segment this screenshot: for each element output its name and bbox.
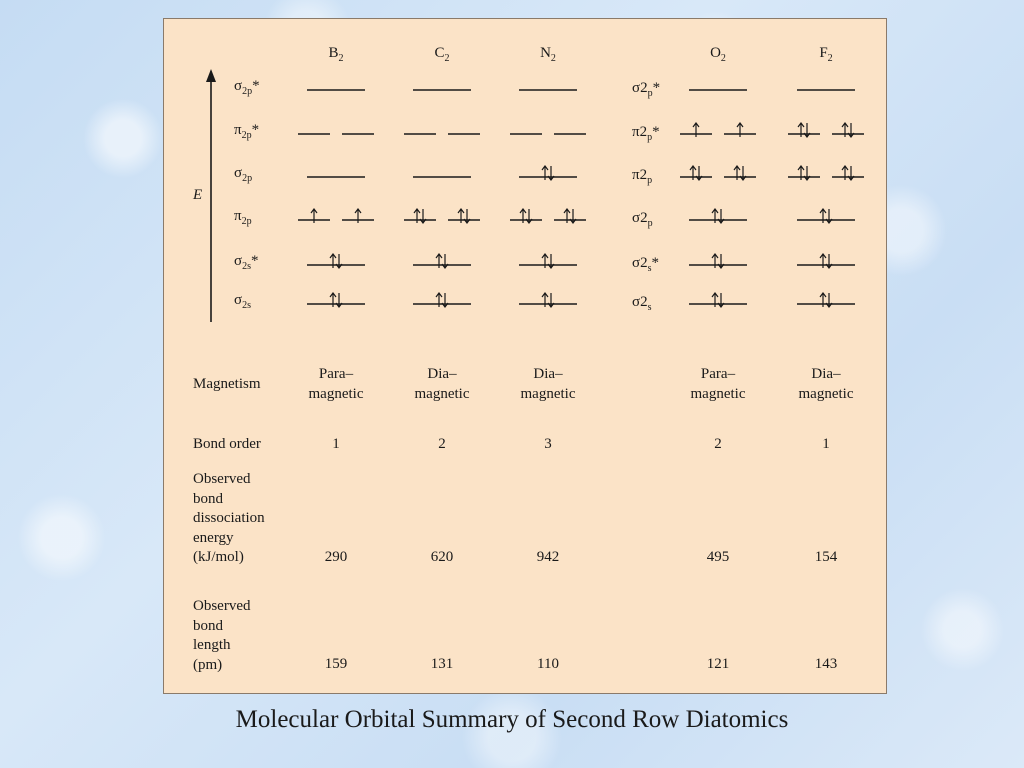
- magnetism-value: [498, 365, 598, 404]
- electron-spin-down-arrow: [718, 293, 724, 307]
- orbital-subscript: 2p: [241, 130, 252, 141]
- electron-spin-up-arrow: [311, 209, 317, 223]
- energy-text: 942: [536, 549, 560, 565]
- electron-spin-up-arrow: [330, 293, 336, 307]
- electron-spin-down-arrow: [826, 254, 832, 268]
- magnetism-line: Para–: [700, 366, 736, 382]
- orbital-subscript: 2s: [242, 300, 251, 311]
- electron-spin-up-arrow: [564, 209, 570, 223]
- orbital-greek: σ2: [632, 255, 648, 271]
- orbital-subscript: s: [647, 263, 652, 274]
- orbital-greek: σ2: [632, 294, 648, 310]
- magnetism-label-line: Magnetism: [193, 376, 261, 392]
- molecule-symbol: C: [434, 45, 445, 61]
- length-text: 159: [324, 656, 348, 672]
- electron-spin-down-arrow: [548, 166, 554, 180]
- orbital-greek: π: [234, 208, 242, 224]
- electron-spin-down-arrow: [804, 123, 810, 137]
- bond-order-label-line: Bond order: [193, 436, 261, 452]
- bond-length-label-line: (pm): [193, 656, 223, 673]
- orbital-subscript: p: [647, 88, 653, 99]
- orbital-greek: σ2: [632, 80, 648, 96]
- left-orbital-label: [234, 165, 252, 184]
- electron-spin-up-arrow: [712, 209, 718, 223]
- orbital-greek: σ: [234, 253, 243, 269]
- bond-order-text: 3: [544, 436, 552, 452]
- electron-spin-up-arrow: [734, 166, 740, 180]
- dissociation-energy-label-line: (kJ/mol): [193, 549, 244, 565]
- magnetism-line: Para–: [318, 366, 354, 382]
- dissociation-energy-label-line: energy: [193, 529, 234, 546]
- electron-spin-down-arrow: [826, 209, 832, 223]
- electron-spin-down-arrow: [740, 166, 746, 180]
- electron-spin-up-arrow: [542, 166, 548, 180]
- dissociation-energy-label-line: bond: [193, 490, 223, 507]
- right-orbital-label: [632, 80, 660, 99]
- bond-length-value: [498, 655, 598, 675]
- bond-length-label-line: length: [193, 637, 231, 653]
- molecule-header-b2: [306, 45, 366, 64]
- magnetism-line: magnetic: [308, 385, 364, 402]
- energy-text: 620: [430, 549, 454, 565]
- orbital-star: *: [652, 80, 661, 96]
- bond-order-text: 1: [332, 436, 340, 452]
- length-text: 121: [706, 656, 730, 672]
- electron-spin-up-arrow: [842, 123, 848, 137]
- molecule-symbol: N: [540, 45, 551, 61]
- electron-spin-down-arrow: [570, 209, 576, 223]
- length-text: 131: [430, 656, 454, 672]
- orbital-subscript: p: [647, 132, 653, 143]
- molecule-header-c2: [412, 45, 472, 64]
- electron-spin-up-arrow: [842, 166, 848, 180]
- electron-spin-down-arrow: [696, 166, 702, 180]
- bond-order-text: 2: [438, 436, 446, 452]
- bond-length-value: [668, 655, 768, 675]
- molecule-header-o2: [688, 45, 748, 64]
- magnetism-value: [392, 365, 492, 404]
- electron-spin-down-arrow: [718, 254, 724, 268]
- electron-spin-down-arrow: [848, 166, 854, 180]
- molecule-symbol: B: [328, 45, 339, 61]
- molecule-symbol: O: [710, 45, 721, 61]
- bond-order-value: [776, 435, 876, 455]
- electron-spin-down-arrow: [548, 293, 554, 307]
- right-orbital-label: [632, 124, 660, 143]
- orbital-greek: σ2: [632, 210, 648, 226]
- molecule-subscript: 2: [338, 53, 344, 64]
- magnetism-line: Dia–: [811, 366, 841, 382]
- molecule-subscript: 2: [720, 53, 726, 64]
- left-orbital-label: [234, 292, 251, 311]
- bond-order-label: [193, 435, 261, 455]
- bond-order-value: [668, 435, 768, 455]
- energy-text: 495: [706, 549, 730, 565]
- bond-order-value: [286, 435, 386, 455]
- dissociation-energy-value: [392, 548, 492, 568]
- dissociation-energy-value: [668, 548, 768, 568]
- dissociation-energy-value: [498, 548, 598, 568]
- orbital-subscript: 2p: [242, 173, 253, 184]
- bond-order-value: [392, 435, 492, 455]
- orbital-greek: σ: [234, 78, 243, 94]
- electron-spin-down-arrow: [826, 293, 832, 307]
- magnetism-line: Dia–: [427, 366, 457, 382]
- dissociation-energy-label: [193, 470, 265, 568]
- orbital-subscript: 2s: [242, 261, 251, 272]
- left-orbital-label: [234, 208, 252, 227]
- orbital-greek: σ: [234, 165, 243, 181]
- electron-spin-down-arrow: [848, 123, 854, 137]
- bond-length-value: [392, 655, 492, 675]
- orbital-subscript: s: [647, 302, 652, 313]
- electron-spin-up-arrow: [436, 293, 442, 307]
- dissociation-energy-value: [286, 548, 386, 568]
- slide-caption: Molecular Orbital Summary of Second Row Diatomics: [235, 706, 789, 733]
- bond-length-label-line: Observed: [193, 598, 251, 614]
- electron-spin-down-arrow: [526, 209, 532, 223]
- electron-spin-up-arrow: [798, 123, 804, 137]
- bond-order-text: 1: [822, 436, 830, 452]
- bond-length-label: [193, 597, 250, 675]
- orbital-subscript: p: [647, 175, 653, 186]
- electron-spin-up-arrow: [520, 209, 526, 223]
- magnetism-value: [286, 365, 386, 404]
- molecule-header-n2: [518, 45, 578, 64]
- molecule-subscript: 2: [550, 53, 556, 64]
- dissociation-energy-value: [776, 548, 876, 568]
- right-orbital-label: [632, 255, 659, 274]
- orbital-greek: π: [234, 122, 242, 138]
- right-orbital-label: [632, 167, 652, 186]
- left-orbital-label: [234, 78, 260, 97]
- electron-spin-up-arrow: [436, 254, 442, 268]
- electron-spin-down-arrow: [804, 166, 810, 180]
- magnetism-line: magnetic: [520, 385, 576, 402]
- orbital-subscript: 2p: [241, 216, 252, 227]
- molecule-subscript: 2: [827, 53, 833, 64]
- energy-text: 290: [324, 549, 348, 565]
- dissociation-energy-label-line: Observed: [193, 471, 251, 487]
- bond-order-text: 2: [714, 436, 722, 452]
- bond-length-value: [286, 655, 386, 675]
- electron-spin-up-arrow: [712, 254, 718, 268]
- magnetism-line: magnetic: [798, 385, 854, 402]
- magnetism-line: Dia–: [533, 366, 563, 382]
- orbital-greek: σ: [234, 292, 243, 308]
- length-text: 143: [814, 656, 838, 672]
- left-orbital-label: [234, 122, 259, 141]
- energy-text: 154: [814, 549, 838, 565]
- dissociation-energy-label-line: dissociation: [193, 510, 265, 526]
- left-orbital-label: [234, 253, 259, 272]
- right-orbital-label: [632, 294, 652, 313]
- magnetism-value: [776, 365, 876, 404]
- energy-axis-text: E: [193, 187, 203, 203]
- electron-spin-up-arrow: [712, 293, 718, 307]
- electron-spin-up-arrow: [737, 123, 743, 137]
- energy-axis-label: [193, 187, 202, 204]
- length-text: 110: [537, 656, 559, 672]
- electron-spin-up-arrow: [542, 293, 548, 307]
- orbital-greek: π2: [632, 167, 648, 183]
- orbital-diagram: [164, 19, 888, 695]
- electron-spin-down-arrow: [442, 254, 448, 268]
- electron-spin-down-arrow: [464, 209, 470, 223]
- orbital-star: *: [651, 255, 659, 271]
- electron-spin-down-arrow: [548, 254, 554, 268]
- magnetism-line: magnetic: [414, 385, 470, 402]
- electron-spin-up-arrow: [820, 293, 826, 307]
- electron-spin-up-arrow: [414, 209, 420, 223]
- magnetism-value: [668, 365, 768, 404]
- mo-diagram-panel: [163, 18, 887, 694]
- molecule-header-f2: [796, 45, 856, 64]
- electron-spin-up-arrow: [820, 209, 826, 223]
- orbital-star: *: [251, 253, 259, 269]
- electron-spin-up-arrow: [355, 209, 361, 223]
- orbital-greek: π2: [632, 124, 648, 140]
- electron-spin-down-arrow: [336, 254, 342, 268]
- electron-spin-down-arrow: [336, 293, 342, 307]
- electron-spin-down-arrow: [420, 209, 426, 223]
- electron-spin-up-arrow: [458, 209, 464, 223]
- electron-spin-up-arrow: [820, 254, 826, 268]
- orbital-subscript: p: [647, 218, 653, 229]
- right-orbital-label: [632, 210, 653, 229]
- magnetism-label: [193, 375, 261, 395]
- orbital-star: *: [251, 122, 260, 138]
- electron-spin-down-arrow: [442, 293, 448, 307]
- bond-order-value: [498, 435, 598, 455]
- orbital-star: *: [252, 78, 260, 94]
- magnetism-line: magnetic: [690, 385, 746, 402]
- electron-spin-up-arrow: [690, 166, 696, 180]
- orbital-star: *: [652, 124, 660, 140]
- electron-spin-down-arrow: [718, 209, 724, 223]
- electron-spin-up-arrow: [330, 254, 336, 268]
- molecule-symbol: F: [819, 45, 828, 61]
- electron-spin-up-arrow: [542, 254, 548, 268]
- electron-spin-up-arrow: [798, 166, 804, 180]
- electron-spin-up-arrow: [693, 123, 699, 137]
- energy-axis-arrowhead: [206, 69, 216, 82]
- bond-length-label-line: bond: [193, 617, 223, 634]
- bond-length-value: [776, 655, 876, 675]
- molecule-subscript: 2: [444, 53, 450, 64]
- orbital-subscript: 2p: [242, 86, 253, 97]
